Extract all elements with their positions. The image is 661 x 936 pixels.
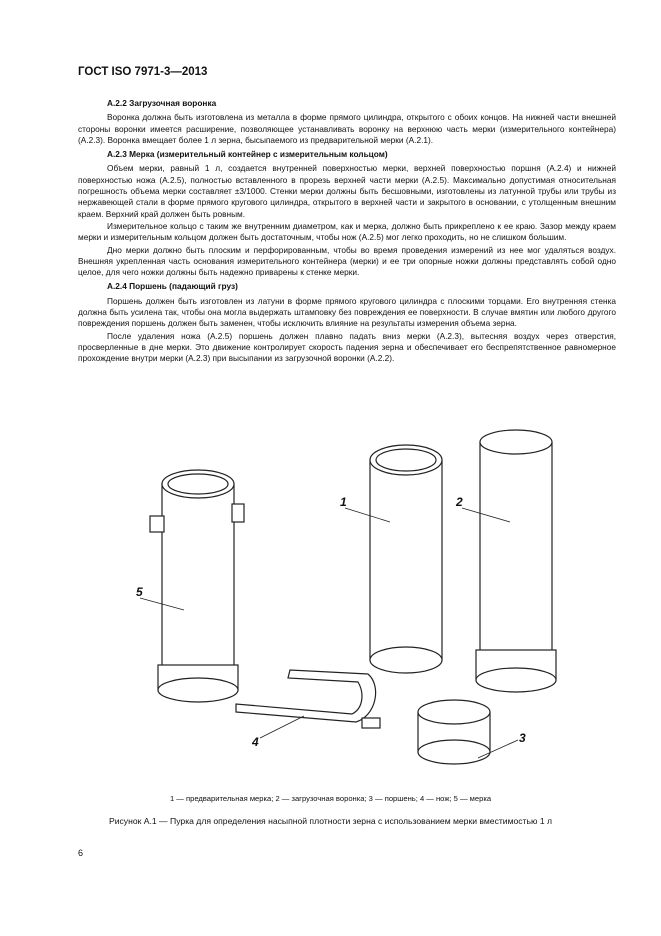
paragraph: Измерительное кольцо с таким же внутренним диаметром, как и мерка, должно быть прикреплено к ее краю. Зазор между краем мерки и измерительным кольцом должен быть достаточным, чтобы нож (А.2.5) мог легко проходить, но не слишком большим. [78, 220, 616, 243]
body-text [78, 95, 616, 366]
paragraph: Объем мерки, равный 1 л, создается внутренней поверхностью мерки, верхней поверхностью поршня (А.2.4) и нижней поверхностью ножа (А.2.5), полностью вставленного в прорезь верхней части мерки (А.2.5). Максимально допустимая относительная погрешность объема мерки составляет ±3/1000. Стенки мерки должны быть бесшовными, изготовлены из латунной трубы или трубы из нержавеющей стали в форме прямого кругового цилиндра, открытого в верхней части и закрытого в основании, с утолщенным внешним краем. Верхний край должен быть ровным. [78, 163, 616, 219]
section-heading: А.2.3 Мерка (измерительный контейнер с измерительным кольцом) [107, 149, 388, 160]
section-heading: А.2.4 Поршень (падающий груз) [107, 281, 238, 292]
pre-measure-drawing [370, 445, 442, 673]
figure-legend: 1 — предварительная мерка; 2 — загрузочная воронка; 3 — поршень; 4 — нож; 5 — мерка [169, 794, 492, 803]
figure-label-3: 3 [519, 731, 526, 745]
leader-line-4 [260, 716, 304, 738]
page-number: 6 [78, 848, 84, 858]
figure-label-1: 1 [340, 495, 347, 509]
paragraph: После удаления ножа (А.2.5) поршень должен плавно падать вниз мерки (А.2.3), вытесняя воздух через отверстия, просверленные в дне мерки. Это движение контролирует скорость падения зерна и обеспечивает его беспрепятственное равномерное прохождение внутри мерки (А.2.3) при высыпании из загрузочной воронки (А.2.2). [78, 330, 616, 364]
paragraph: Поршень должен быть изготовлен из латуни в форме прямого кругового цилиндра с плоскими торцами. Его внутренняя стенка должна быть усилена так, чтобы она могла выдержать штамповку без повреждения ее поверхности. В случае вмятин или любого другого повреждения поршень должен быть заменен, чтобы исключить влияние на результаты измерения объема зерна. [78, 295, 616, 329]
funnel-drawing [476, 430, 556, 692]
section-heading: А.2.2 Загрузочная воронка [107, 98, 217, 108]
piston-drawing [418, 700, 490, 764]
figure-label-5: 5 [136, 585, 143, 599]
figure-caption: Рисунок А.1 — Пурка для определения насыпной плотности зерна с использованием мерки вместимостью 1 л [108, 816, 553, 826]
paragraph: Воронка должна быть изготовлена из металла в форме прямого цилиндра, открытого с обоих концов. На нижней части внешней стороны воронки имеется расширение, позволяющее устанавливать воронку на верхнюю часть мерки (измерительного контейнера) (А.2.3). Воронка вмещает более 1 л зерна, бысыпаемого из предварительной мерки (А.2.1). [78, 112, 616, 145]
figure-illustration [100, 420, 580, 780]
figure-label-4: 4 [252, 735, 259, 749]
knife-drawing [236, 670, 380, 728]
measure-drawing [150, 470, 244, 702]
document-header: ГОСТ ISO 7971-3—2013 [78, 66, 208, 78]
paragraph: Дно мерки должно быть плоским и перфорированным, чтобы во время проведения измерений из нее мог удаляться воздух. Внешняя укрепленная часть основания измерительного контейнера (мерки) и ее три опорные ножки должны представлять собой одно целое, для чего ножки должны быть надежно приварены к стенке мерки. [78, 244, 616, 278]
figure-label-2: 2 [456, 495, 463, 509]
